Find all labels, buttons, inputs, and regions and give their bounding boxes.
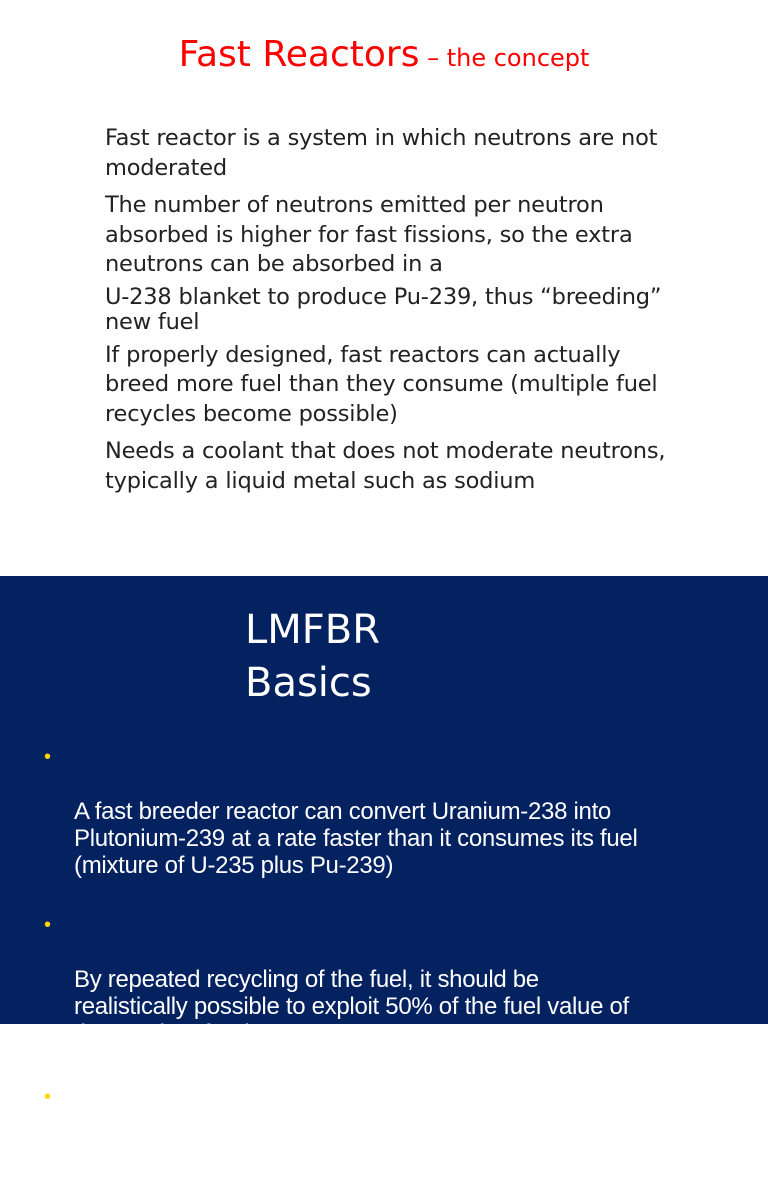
slide-lmfbr-basics — [0, 576, 768, 1192]
bullet-icon: • — [44, 746, 51, 768]
list-item-text: This means that fast reactors could extend the energy output from the world's uranium fuel reserves about 25 — [74, 1138, 638, 1192]
list-item-text: By repeated recycling of the fuel, it should be realistically possible to exploit 50% of the fuel value of the uranium feed — [74, 966, 629, 1047]
slide-title-sub: – the concept — [419, 44, 590, 72]
bullet-list — [44, 744, 744, 1192]
paragraph: If properly designed, fast reactors can actually breed more fuel than they consume (multiple fuel recycles become possible) — [105, 341, 658, 427]
list-item — [44, 1084, 744, 1192]
list-item — [44, 912, 744, 1047]
slide-body — [105, 124, 725, 496]
slide-title — [0, 34, 768, 75]
paragraph: U-238 blanket to produce Pu-239, thus “breeding” new fuel — [105, 283, 662, 335]
bullet-icon: • — [44, 914, 51, 936]
paragraph: The number of neutrons emitted per neutron absorbed is higher for fast fissions, so the extra neutrons can be absorbed in a — [105, 192, 633, 277]
slide-title: LMFBR Basics — [245, 607, 381, 706]
paragraph: Needs a coolant that does not moderate neutrons, typically a liquid metal such as sodium — [105, 438, 666, 494]
paragraph: Fast reactor is a system in which neutrons are not moderated — [105, 125, 658, 181]
bullet-icon: • — [44, 1086, 51, 1108]
list-item-text: A fast breeder reactor can convert Uranium-238 into Plutonium-239 at a rate faster than it consumes its fuel (mixture of U-235 plus Pu-239) — [74, 798, 638, 879]
list-item — [44, 744, 744, 879]
slide-title-main: Fast Reactors — [178, 34, 420, 75]
slide-fast-reactors — [0, 0, 768, 576]
